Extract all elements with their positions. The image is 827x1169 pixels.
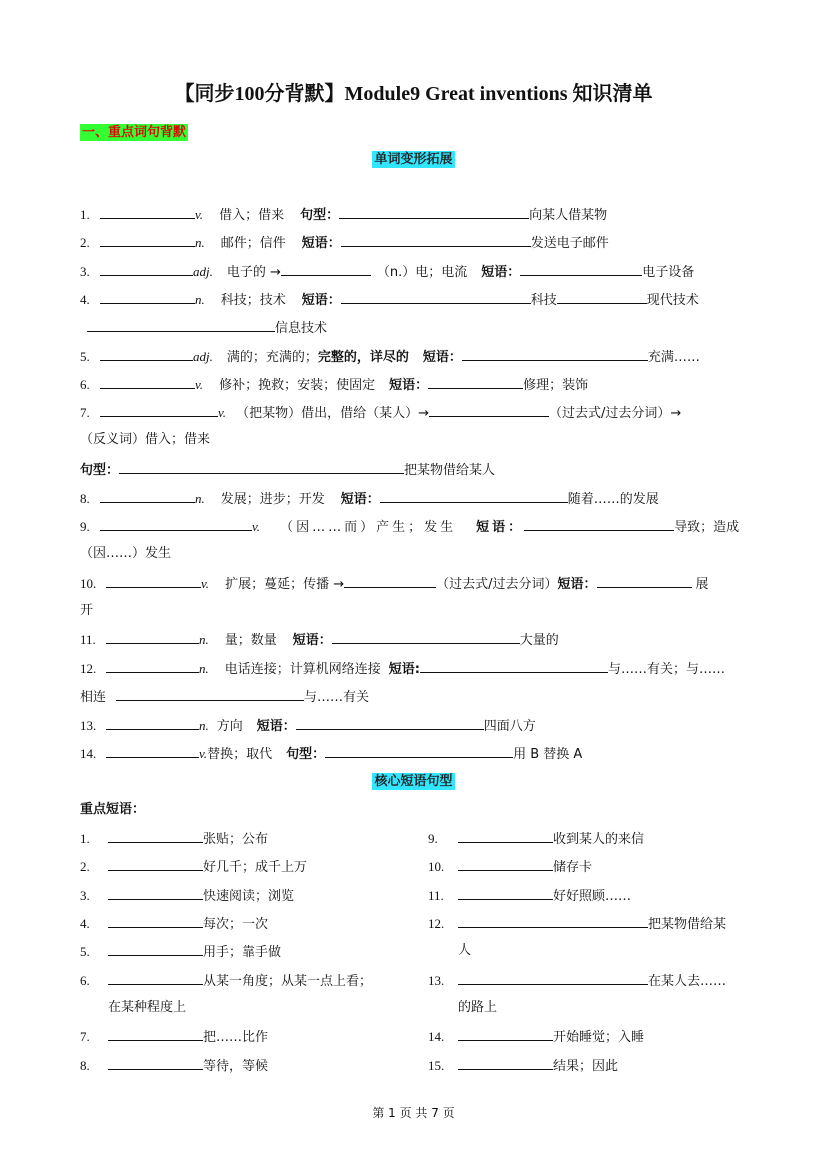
phrase-item-continued: 的路上 [458, 1000, 498, 1015]
word-item-continued: 句型： 把某物借给某人 [80, 460, 495, 480]
answer-blank[interactable] [100, 233, 195, 247]
phrase-item: 10. 储存卡 [428, 859, 593, 875]
answer-blank[interactable] [108, 914, 203, 928]
answer-blank[interactable] [341, 290, 531, 304]
word-item: 2. n. 邮件；信件 短语： 发送电子邮件 [80, 235, 609, 251]
answer-blank[interactable] [87, 318, 275, 332]
answer-blank[interactable] [341, 233, 531, 247]
answer-blank[interactable] [557, 290, 647, 304]
answer-blank[interactable] [100, 517, 252, 531]
word-item: 7. v. （把某物）借出，借给（某人）→ （过去式/过去分词）→ [80, 405, 682, 421]
answer-blank[interactable] [428, 375, 523, 389]
word-item: 10. v. 扩展；蔓延；传播 → （过去式/过去分词）短语： 展 [80, 576, 709, 592]
answer-blank[interactable] [344, 574, 436, 588]
answer-blank[interactable] [106, 744, 199, 758]
answer-blank[interactable] [100, 403, 218, 417]
answer-blank[interactable] [108, 1056, 203, 1070]
word-item: 3. adj. 电子的 → （n.）电；电流 短语： 电子设备 [80, 264, 695, 280]
answer-blank[interactable] [462, 347, 648, 361]
answer-blank[interactable] [108, 942, 203, 956]
answer-blank[interactable] [296, 716, 484, 730]
answer-blank[interactable] [458, 971, 648, 985]
word-item: 6. v. 修补；挽救；安装；使固定 短语： 修理；装饰 [80, 377, 589, 393]
answer-blank[interactable] [108, 886, 203, 900]
answer-blank[interactable] [458, 886, 553, 900]
word-item: 5. adj. 满的；充满的；完整的，详尽的 短语： 充满…… [80, 349, 700, 365]
phrase-item: 2. 好几千；成千上万 [80, 859, 308, 875]
answer-blank[interactable] [106, 716, 199, 730]
word-item: 8. n. 发展；进步；开发 短语： 随着……的发展 [80, 491, 659, 507]
section-heading: 一、重点词句背默 [82, 125, 187, 140]
word-item: 1. v. 借入；借来 句型： 向某人借某物 [80, 207, 608, 223]
phrase-item: 4. 每次；一次 [80, 916, 269, 932]
answer-blank[interactable] [520, 262, 642, 276]
answer-blank[interactable] [458, 829, 553, 843]
answer-blank[interactable] [100, 205, 195, 219]
answer-blank[interactable] [106, 574, 201, 588]
word-item: 11. n. 量；数量 短语： 大量的 [80, 632, 559, 648]
answer-blank[interactable] [108, 857, 203, 871]
page-title: 【同步100分背默】Module9 Great inventions 知识清单 [174, 83, 653, 105]
answer-blank[interactable] [106, 659, 199, 673]
answer-blank[interactable] [458, 857, 553, 871]
answer-blank[interactable] [100, 290, 195, 304]
word-item-continued: （因……）发生 [80, 546, 172, 561]
word-item: 4. n. 科技；技术 短语： 科技 现代技术 [80, 292, 699, 308]
phrase-item: 3. 快速阅读；浏览 [80, 888, 295, 904]
answer-blank[interactable] [281, 262, 371, 276]
phrase-item: 1. 张贴；公布 [80, 831, 269, 847]
phrase-item-continued: 在某种程度上 [108, 1000, 187, 1015]
word-item-continued: 开 [80, 603, 94, 618]
subsection-heading: 核心短语句型 [374, 774, 453, 789]
word-item-continued: （反义词）借入；借来 [80, 432, 211, 447]
phrase-item-continued: 人 [458, 943, 472, 958]
answer-blank[interactable] [108, 1027, 203, 1041]
word-item: 9. v. （因……而）产生；发生 短语： 导致；造成 [80, 519, 740, 535]
answer-blank[interactable] [458, 914, 648, 928]
phrase-item: 6. 从某一角度；从某一点上看； [80, 973, 373, 989]
subsection-heading: 单词变形拓展 [374, 152, 453, 167]
answer-blank[interactable] [100, 347, 193, 361]
answer-blank[interactable] [108, 829, 203, 843]
answer-blank[interactable] [325, 744, 513, 758]
word-item-continued: 信息技术 [87, 318, 327, 338]
phrase-item: 14. 开始睡觉；入睡 [428, 1029, 645, 1045]
word-item-continued: 相连 与……有关 [80, 687, 369, 707]
answer-blank[interactable] [420, 659, 608, 673]
phrase-item: 12. 把某物借给某 [428, 916, 727, 932]
answer-blank[interactable] [100, 375, 195, 389]
answer-blank[interactable] [458, 1027, 553, 1041]
answer-blank[interactable] [119, 460, 404, 474]
answer-blank[interactable] [100, 262, 193, 276]
answer-blank[interactable] [332, 630, 520, 644]
phrase-item: 5. 用手；靠手做 [80, 944, 282, 960]
phrase-item: 8. 等待，等候 [80, 1058, 269, 1074]
answer-blank[interactable] [116, 687, 304, 701]
word-item: 12. n. 电话连接；计算机网络连接 短语: 与……有关；与…… [80, 661, 725, 677]
phrase-item: 13. 在某人去…… [428, 973, 727, 989]
answer-blank[interactable] [524, 517, 674, 531]
answer-blank[interactable] [106, 630, 199, 644]
answer-blank[interactable] [339, 205, 529, 219]
word-item: 14. v.替换；取代 句型： 用 B 替换 A [80, 746, 583, 762]
answer-blank[interactable] [458, 1056, 553, 1070]
phrases-heading: 重点短语： [80, 802, 146, 817]
phrase-item: 11. 好好照顾…… [428, 888, 632, 904]
answer-blank[interactable] [597, 574, 692, 588]
answer-blank[interactable] [429, 403, 549, 417]
answer-blank[interactable] [108, 971, 203, 985]
word-item: 13. n. 方向 短语： 四面八方 [80, 718, 536, 734]
answer-blank[interactable] [100, 489, 195, 503]
phrase-item: 9. 收到某人的来信 [428, 831, 645, 847]
phrase-item: 7. 把……比作 [80, 1029, 269, 1045]
page-footer: 第 1 页 共 7 页 [372, 1106, 455, 1120]
phrase-item: 15. 结果；因此 [428, 1058, 619, 1074]
answer-blank[interactable] [380, 489, 568, 503]
